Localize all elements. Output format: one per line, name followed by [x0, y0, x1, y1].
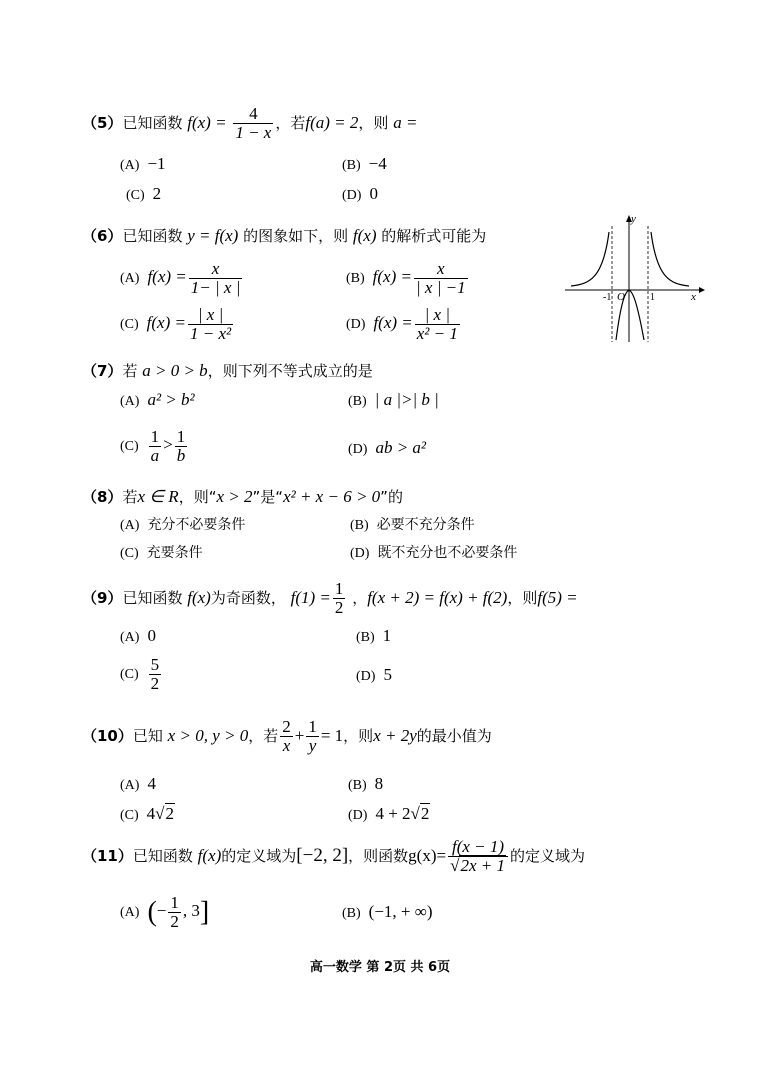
option-d: (D) f(x) = $\frac{| x |}{\text{x² − 1}}$ — [346, 305, 458, 343]
option-c: (C) 4√2 — [120, 804, 175, 823]
option-a: (A) a² > b² — [120, 390, 195, 409]
question-11 — [82, 838, 585, 875]
question-text: ，若 — [248, 727, 279, 745]
question-text: ，则 — [507, 589, 538, 607]
condition: f(a) = 2 — [305, 113, 359, 132]
question-stem: 已知 — [132, 727, 163, 745]
question-stem: 已知函数 — [132, 847, 193, 865]
question-text: 的定义域为 — [509, 847, 585, 865]
formula: x + 2y — [373, 726, 417, 745]
page-footer: 高一数学 第 2页 共 6页 — [309, 960, 451, 975]
curve-right-branch — [651, 232, 689, 286]
y-axis-label: y — [631, 213, 636, 225]
question-10: （10）已知 x > 0, y > 0，若 $\frac{2}{x}$ + $\frac{1}{y}$ = 1，则x + 2y的最小值为 — [82, 717, 492, 755]
x-axis-label: x — [691, 291, 696, 303]
option-b: (B) 8 — [348, 774, 384, 793]
tick-neg-label: -1 — [603, 292, 612, 303]
fraction: $\frac{f(x - 1)}{√2x + 1}$ — [448, 838, 508, 875]
formula: f(x) = — [187, 113, 227, 132]
option-a: (A) 4 — [120, 774, 156, 793]
option-b: (B) 必要不充分条件 — [350, 517, 475, 533]
option-b: (B) −4 — [342, 154, 387, 173]
formula: f(x + 2) = f(x) + f(2) — [367, 588, 508, 607]
question-7 — [82, 360, 373, 381]
question-number: （5） — [82, 114, 123, 132]
option-c: (C) 充要条件 — [120, 545, 203, 561]
option-a: (A) −1 — [120, 154, 166, 173]
question-9 — [82, 580, 578, 617]
question-text: 的定义域为 — [221, 847, 297, 865]
option-c: (C) f(x) = $\frac{| x |}{\text{1 − x²}}$ — [120, 305, 232, 343]
option-c: (C) $\frac{1}{a}$ > $\frac{1}{b}$ — [120, 427, 186, 465]
tick-pos-label: 1 — [650, 292, 655, 303]
formula: g(x)= — [408, 846, 447, 865]
formula: f(x) — [197, 846, 222, 865]
question-text: ， — [352, 589, 368, 607]
option-a: (A) 0 — [120, 626, 156, 645]
question-number: （8） — [82, 488, 123, 506]
curve-left-branch — [571, 232, 609, 286]
condition: a > 0 > b — [142, 361, 208, 380]
question-text: ，则“ — [178, 488, 217, 506]
condition: x ∈ R — [137, 487, 179, 506]
question-stem: 已知函数 — [122, 114, 183, 132]
origin-label: O — [617, 291, 625, 303]
question-number: （9） — [82, 589, 123, 607]
question-6 — [82, 225, 486, 246]
domain-interval: [−2, 2] — [296, 845, 349, 866]
question-number: （6） — [82, 227, 123, 245]
formula: f(1) = — [290, 588, 331, 607]
question-number: （10） — [82, 727, 133, 745]
x-axis-arrow — [699, 287, 705, 293]
question-text: ，则 — [358, 114, 389, 132]
question-number: （11） — [82, 847, 133, 865]
condition: x > 0, y > 0 — [167, 726, 249, 745]
formula: y = f(x) — [187, 226, 239, 245]
question-stem: 若 — [122, 488, 138, 506]
option-d: (D) 既不充分也不必要条件 — [350, 545, 518, 561]
question-text: 的图象如下，则 — [243, 227, 349, 245]
option-a: (A) 充分不必要条件 — [120, 517, 246, 533]
option-d: (D) 0 — [342, 184, 378, 203]
question-text: ，则函数 — [348, 847, 409, 865]
option-c: (C) $\frac{5}{2}$ — [120, 655, 160, 693]
question-text: ”是“ — [252, 488, 284, 506]
option-d: (D) ab > a² — [348, 438, 427, 457]
question-text: ，则 — [343, 727, 374, 745]
question-5 — [82, 105, 417, 142]
question-stem: 已知函数 — [122, 227, 183, 245]
question-ask: f(5) = — [537, 588, 578, 607]
formula: f(x) — [352, 226, 377, 245]
question-text: 为奇函数， — [210, 589, 286, 607]
formula: f(x) — [187, 588, 211, 607]
function-graph — [565, 212, 705, 344]
option-d: (D) 4 + 2√2 — [348, 804, 430, 823]
fraction: $\frac{1}{2}$ — [334, 579, 344, 617]
fraction: $\frac{4}{1 - x}$ — [235, 104, 272, 142]
option-b: (B) | a |>| b | — [348, 390, 439, 409]
question-stem: 若 — [122, 362, 138, 380]
question-stem: 已知函数 — [122, 589, 183, 607]
question-8 — [82, 486, 403, 507]
question-text: ，若 — [275, 114, 306, 132]
formula: x > 2 — [216, 487, 253, 506]
option-a: (A) f(x) = $\frac{x}{1- | x |}$ — [120, 259, 241, 297]
question-ask: a = — [393, 113, 418, 132]
question-text: ，则下列不等式成立的是 — [207, 362, 373, 380]
option-a: (A) (− $\frac{1}{2}$ , 3] — [120, 893, 210, 931]
question-text: ”的 — [380, 488, 403, 506]
question-text: 的最小值为 — [416, 727, 492, 745]
option-b: (B) f(x) = $\frac{x}{| x | -1}$ — [346, 259, 466, 297]
option-d: (D) 5 — [356, 665, 392, 684]
question-text: 的解析式可能为 — [381, 227, 487, 245]
option-c: (C) 2 — [126, 184, 162, 203]
question-number: （7） — [82, 362, 123, 380]
option-b: (B) 1 — [356, 626, 392, 645]
option-b: (B) (−1, + ∞) — [342, 902, 433, 921]
formula: x² + x − 6 > 0 — [283, 487, 381, 506]
